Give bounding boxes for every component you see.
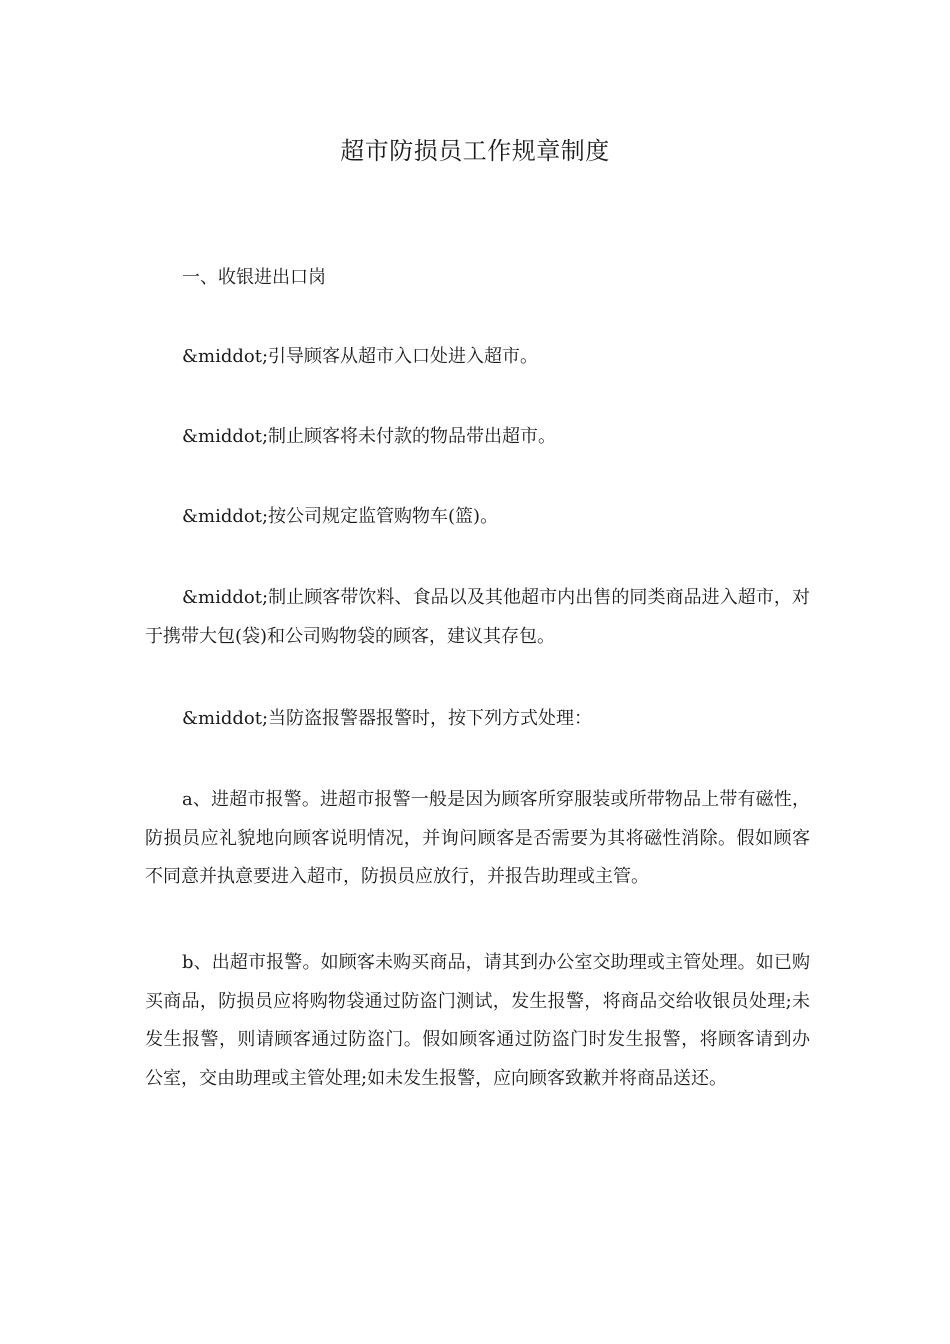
paragraph-guide-entry: &middot;引导顾客从超市入口处进入超市。	[182, 346, 539, 367]
paragraph-entry-alarm: a、进超市报警。进超市报警一般是因为顾客所穿服装或所带物品上带有磁性，防损员应礼貌地向顾客说明情况，并询问顾客是否需要为其将磁性消除。假如顾客不同意并执意要进入超市，防损员应放行，并报告助理或主管。	[145, 789, 810, 887]
document-title: 超市防损员工作规章制度	[340, 137, 610, 165]
paragraph-bag-policy: &middot;制止顾客带饮料、食品以及其他超市内出售的同类商品进入超市，对于携带大包(袋)和公司购物袋的顾客，建议其存包。	[145, 587, 810, 647]
paragraph-stop-unpaid: &middot;制止顾客将未付款的物品带出超市。	[182, 426, 557, 447]
paragraph-exit-alarm: b、出超市报警。如顾客未购买商品，请其到办公室交助理或主管处理。如已购买商品，防损员应将购物袋通过防盗门测试，发生报警，将商品交给收银员处理;未发生报警，则请顾客通过防盗门。假如顾客通过防盗门时发生报警，将顾客请到办公室，交由助理或主管处理;如未发生报警，应向顾客致歉并将商品送还。	[145, 952, 810, 1089]
paragraph-cart-supervision: &middot;按公司规定监管购物车(篮)。	[182, 506, 499, 527]
paragraph-alarm-handling: &middot;当防盗报警器报警时，按下列方式处理：	[182, 708, 593, 729]
section-heading: 一、收银进出口岗	[182, 267, 326, 288]
